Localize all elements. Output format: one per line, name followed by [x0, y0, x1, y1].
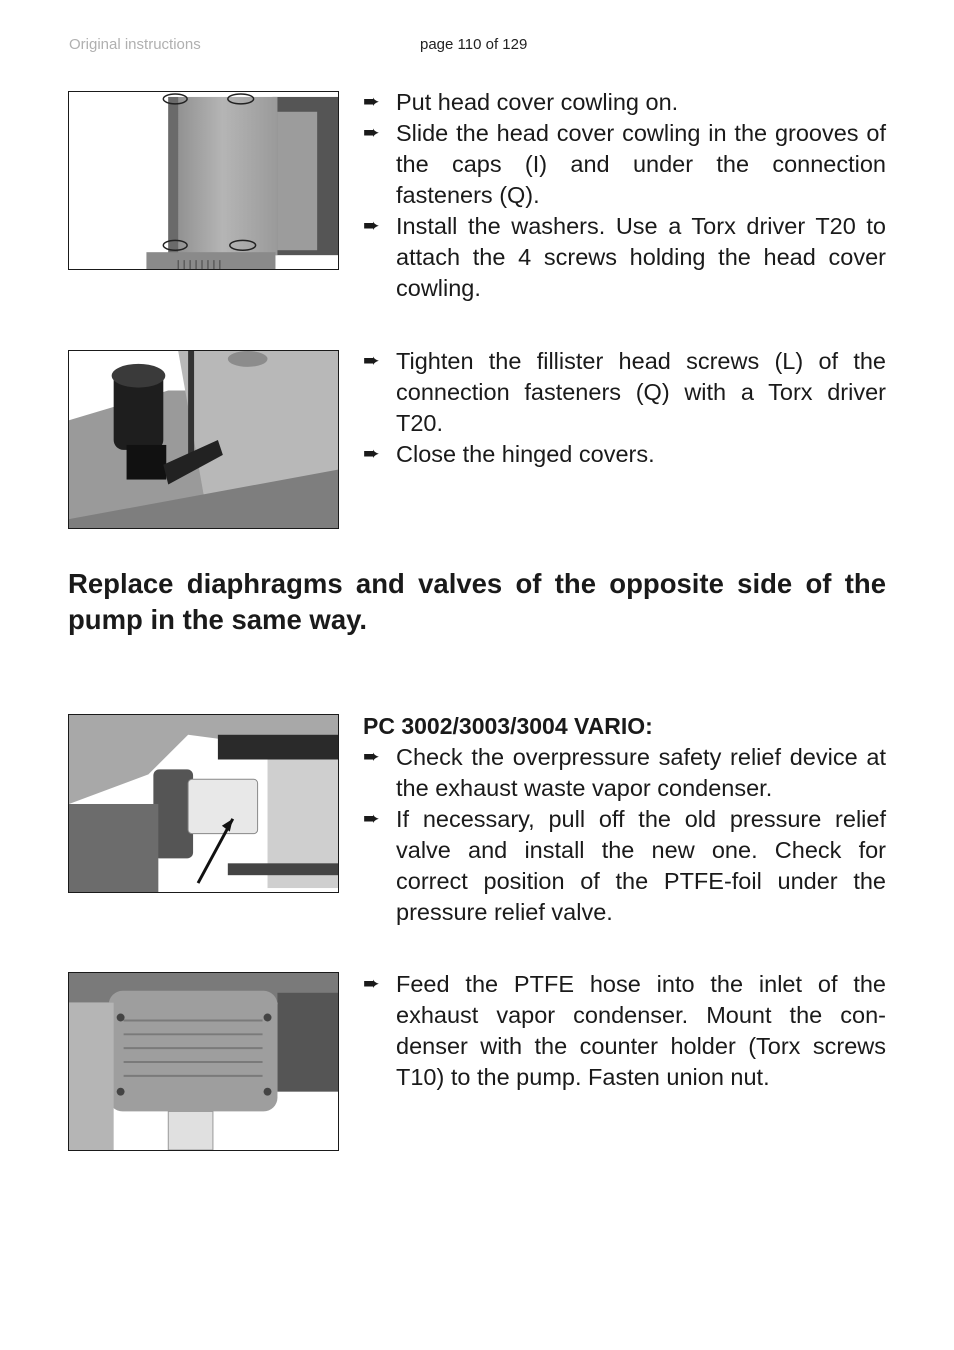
- right-arrow-icon: ➨: [363, 350, 380, 372]
- photo-pressure-relief-valve: [68, 714, 339, 893]
- right-arrow-icon: ➨: [363, 91, 380, 113]
- right-arrow-icon: ➨: [363, 746, 380, 768]
- photo-exhaust-vapor-condenser: [68, 972, 339, 1151]
- list-item: ➨ Put head cover cowling on.: [363, 87, 886, 118]
- photo-head-cover-cowling: [68, 91, 339, 270]
- list-item: ➨ Check the overpressure safety relief device at the exhaust waste vapor condenser.: [363, 744, 886, 801]
- steps-section-4: [363, 969, 886, 1093]
- right-arrow-icon: ➨: [363, 808, 380, 830]
- list-item: ➨ Slide the head cover cowling in the grooves of the caps (I) and under the connection fasteners (Q).: [363, 120, 886, 208]
- right-arrow-icon: ➨: [363, 215, 380, 237]
- header-original-instructions: Original instructions: [69, 36, 201, 53]
- model-subheading: PC 3002/3003/3004 VARIO:: [363, 713, 653, 739]
- list-item: ➨ Feed the PTFE hose into the inlet of the exhaust vapor condenser. Mount the con-denser with the counter holder (Torx screws T10) to the pump. Fasten union nut.: [363, 971, 886, 1090]
- steps-section-2: [363, 346, 886, 470]
- list-item: ➨ Close the hinged covers.: [363, 439, 886, 470]
- steps-section-1: [363, 87, 886, 304]
- list-item: ➨ If necessary, pull off the old pressure relief valve and install the new one. Check for correct position of the PTFE-foil under the pressure relief valve.: [363, 806, 886, 925]
- list-item: ➨ Tighten the fillister head screws (L) of the connection fasteners (Q) with a Torx driver T20.: [363, 348, 886, 436]
- right-arrow-icon: ➨: [363, 973, 380, 995]
- photo-connection-fasteners: [68, 350, 339, 529]
- right-arrow-icon: ➨: [363, 122, 380, 144]
- steps-section-3: [363, 711, 886, 928]
- list-item: ➨ Install the washers. Use a Torx driver T20 to attach the 4 screws holding the head cover cowling.: [363, 213, 886, 301]
- page-number: page 110 of 129: [420, 36, 528, 53]
- right-arrow-icon: ➨: [363, 443, 380, 465]
- section-heading: Replace diaphragms and valves of the opposite side of the pump in the same way.: [68, 568, 886, 635]
